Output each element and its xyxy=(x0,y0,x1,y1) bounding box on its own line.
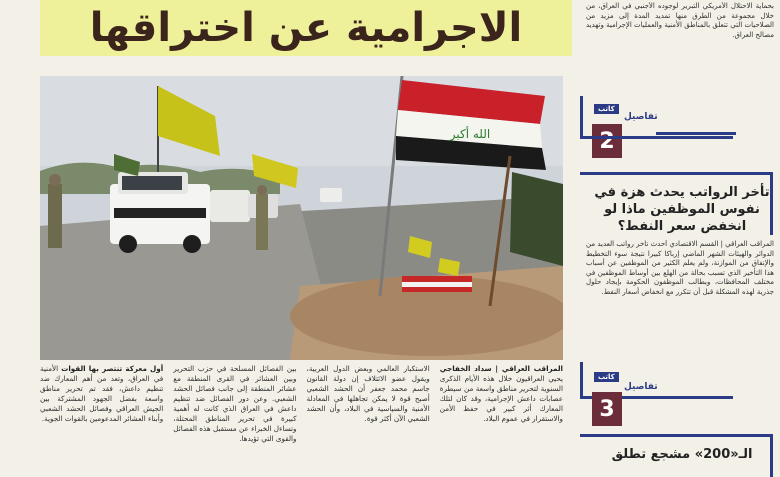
sidebar-headline[interactable]: تأخر الرواتب يحدث هزة في نفوس الموظفين ماذا لو انخفض سعر النفط؟ xyxy=(594,185,770,234)
distant-car xyxy=(320,188,342,202)
article-column xyxy=(440,364,563,470)
soldier xyxy=(256,194,268,250)
details-link[interactable]: تفاصيل xyxy=(624,382,658,392)
column-text: الاستكبار العالمي وبعض الدول العربية، ويقول عضو الائتلاف إن دولة القانون جاسم محمد جعفر أن الحشد الشعبي أصبح قوة لا يمكن تجاهلها في المعادلة الأمنية والسياسية في البلاد، وأن الحشد الشعبي الآن أكثر قوة. xyxy=(306,364,430,423)
item-frame xyxy=(580,96,733,139)
dark-green-banner xyxy=(510,172,563,266)
soldier xyxy=(48,184,62,248)
soldier-head xyxy=(49,174,61,186)
soldier-head xyxy=(257,185,267,195)
column-text: بين الفصائل المسلحة في حزب التحرير وبين العشائر في القرى المنطقة مع عشائر المنطقة إلى جانب فصائل الحشد الشعبي. وعن دور الفصائل ضد تنظيم داعش في العراق الذي كانت له أهمية كبيرة في تحرير المناطق المحتلة، وتساءل الخبراء عن مستقبل هذه الفصائل والقوى التي تؤيدها. xyxy=(173,364,297,443)
column-lead: أول معركة تنتصر بها القوات xyxy=(61,364,164,373)
article-column xyxy=(40,364,163,470)
small-iraqi-flag-stripe xyxy=(402,282,472,287)
article-column xyxy=(307,364,430,470)
sidebar xyxy=(576,0,780,470)
article-column xyxy=(173,364,296,470)
details-link[interactable]: تفاصيل xyxy=(624,112,658,122)
item-tag: كاتب xyxy=(594,104,619,114)
truck-grille xyxy=(114,208,206,218)
headline-text: الاجرامية عن اختراقها xyxy=(89,5,523,51)
headline-band xyxy=(40,0,572,56)
photo-illustration xyxy=(40,76,563,360)
column-text: يحيي العراقيون خلال هذه الأيام الذكرى السنوية لتحرير مناطق واسعة من سيطرة عصابات داعش الإجرامية، وقد كان لتلك المعارك أثر كبير في حفظ الأمن والاستقرار في عموم البلاد. xyxy=(439,374,563,423)
article-columns xyxy=(40,364,563,470)
sidebar-top-text: بحماية الاحتلال الأمريكي التبرير لوجوده الأجنبي في العراق، من خلال مجموعة من الطرق منها تمديد المدة إلى مزيد من الصلاحيات التي تتعلق بالمناطق الأمنية والعمليات الإجرامية وتهديد مصالح العراق. xyxy=(586,2,774,39)
main-photo xyxy=(40,76,563,360)
item-tag: كاتب xyxy=(594,372,619,382)
truck-windshield xyxy=(122,176,182,190)
sidebar-headline[interactable]: الـ«200» مشجع تطلق xyxy=(611,447,753,462)
truck-wheel xyxy=(183,235,201,253)
second-truck xyxy=(210,190,250,222)
sidebar-article-text: المراقب العراقي | القسم الاقتصادي أحدث تأخر رواتب العديد من الدوائر والهيئات الشهر الماضي إرباكا كبيرا نتيجة سوء التخطيط والإنفاق من الموازنة، ولم يعلم الكثير من الموظفين عن أسباب هذا التأخير الذي تسبب بحالة من الهلع بين أوساط الموظفين في مختلف المحافظات، ويطالب الموظفون الحكومة بإيجاد حلول جذرية لهذه المشكلة قبل أن تتكرر مع انخفاض أسعار النفط. xyxy=(586,240,774,296)
column-lead: المراقب العراقي | سداد الخفاجي xyxy=(439,364,563,373)
item-number: 2 xyxy=(592,124,622,158)
iraqi-flag-script: الله أكبر xyxy=(449,127,491,141)
truck-wheel xyxy=(119,235,137,253)
item-number: 3 xyxy=(592,392,622,426)
column-text: الأمنية في العراق، وتعد من أهم المعارك ضد تنظيم داعش، فقد تم تحرير مناطق واسعة بفضل الجهود المشتركة بين الجيش العراقي وفصائل الحشد الشعبي وأبناء العشائر المدعومين بالقوات الجوية. xyxy=(40,364,164,423)
